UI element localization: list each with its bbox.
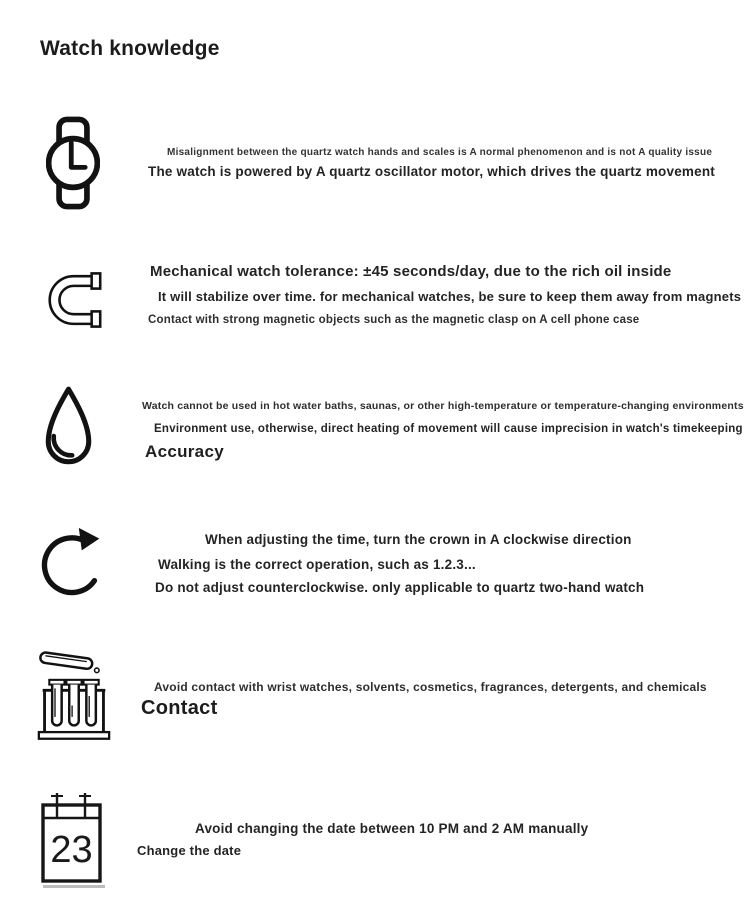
magnetism-note2: Contact with strong magnetic objects such as the magnetic clasp on A cell phone case	[148, 314, 640, 326]
adjustment-line2: Walking is the correct operation, such as 1.2.3...	[158, 557, 476, 572]
watch-icon	[46, 111, 100, 220]
chemicals-note: Avoid contact with wrist watches, solvents, cosmetics, fragrances, detergents, and chemicals	[154, 680, 707, 694]
test-tubes-icon	[36, 646, 112, 751]
temperature-note1: Watch cannot be used in hot water baths, saunas, or other high-temperature or temperature-changing environments	[142, 400, 744, 412]
adjustment-line3: Do not adjust counterclockwise. only applicable to quartz two-hand watch	[155, 580, 645, 595]
calendar-day-number: 23	[50, 829, 93, 871]
adjustment-line1: When adjusting the time, turn the crown in A clockwise direction	[205, 532, 632, 547]
temperature-note2: Environment use, otherwise, direct heating of movement will cause imprecision in watch's timekeeping	[154, 423, 743, 435]
movement-main: The watch is powered by A quartz oscillator motor, which drives the quartz movement	[148, 164, 715, 179]
date-note: Avoid changing the date between 10 PM and 2 AM manually	[195, 821, 589, 836]
accuracy-heading: Accuracy	[145, 442, 224, 461]
water-drop-icon	[40, 379, 97, 487]
contact-heading: Contact	[141, 697, 218, 719]
magnetism-note1: It will stabilize over time. for mechanical watches, be sure to keep them away from magnets	[158, 289, 742, 304]
clockwise-arrow-icon	[36, 522, 106, 613]
movement-note: Misalignment between the quartz watch hands and scales is A normal phenomenon and is not A quality issue	[167, 147, 713, 158]
calendar-icon	[40, 789, 104, 890]
date-caption: Change the date	[137, 843, 242, 858]
magnet-icon	[47, 266, 104, 339]
calendar-shadow	[43, 885, 105, 888]
page-title: Watch knowledge	[40, 37, 220, 60]
magnetism-main: Mechanical watch tolerance: ±45 seconds/day, due to the rich oil inside	[150, 263, 672, 280]
